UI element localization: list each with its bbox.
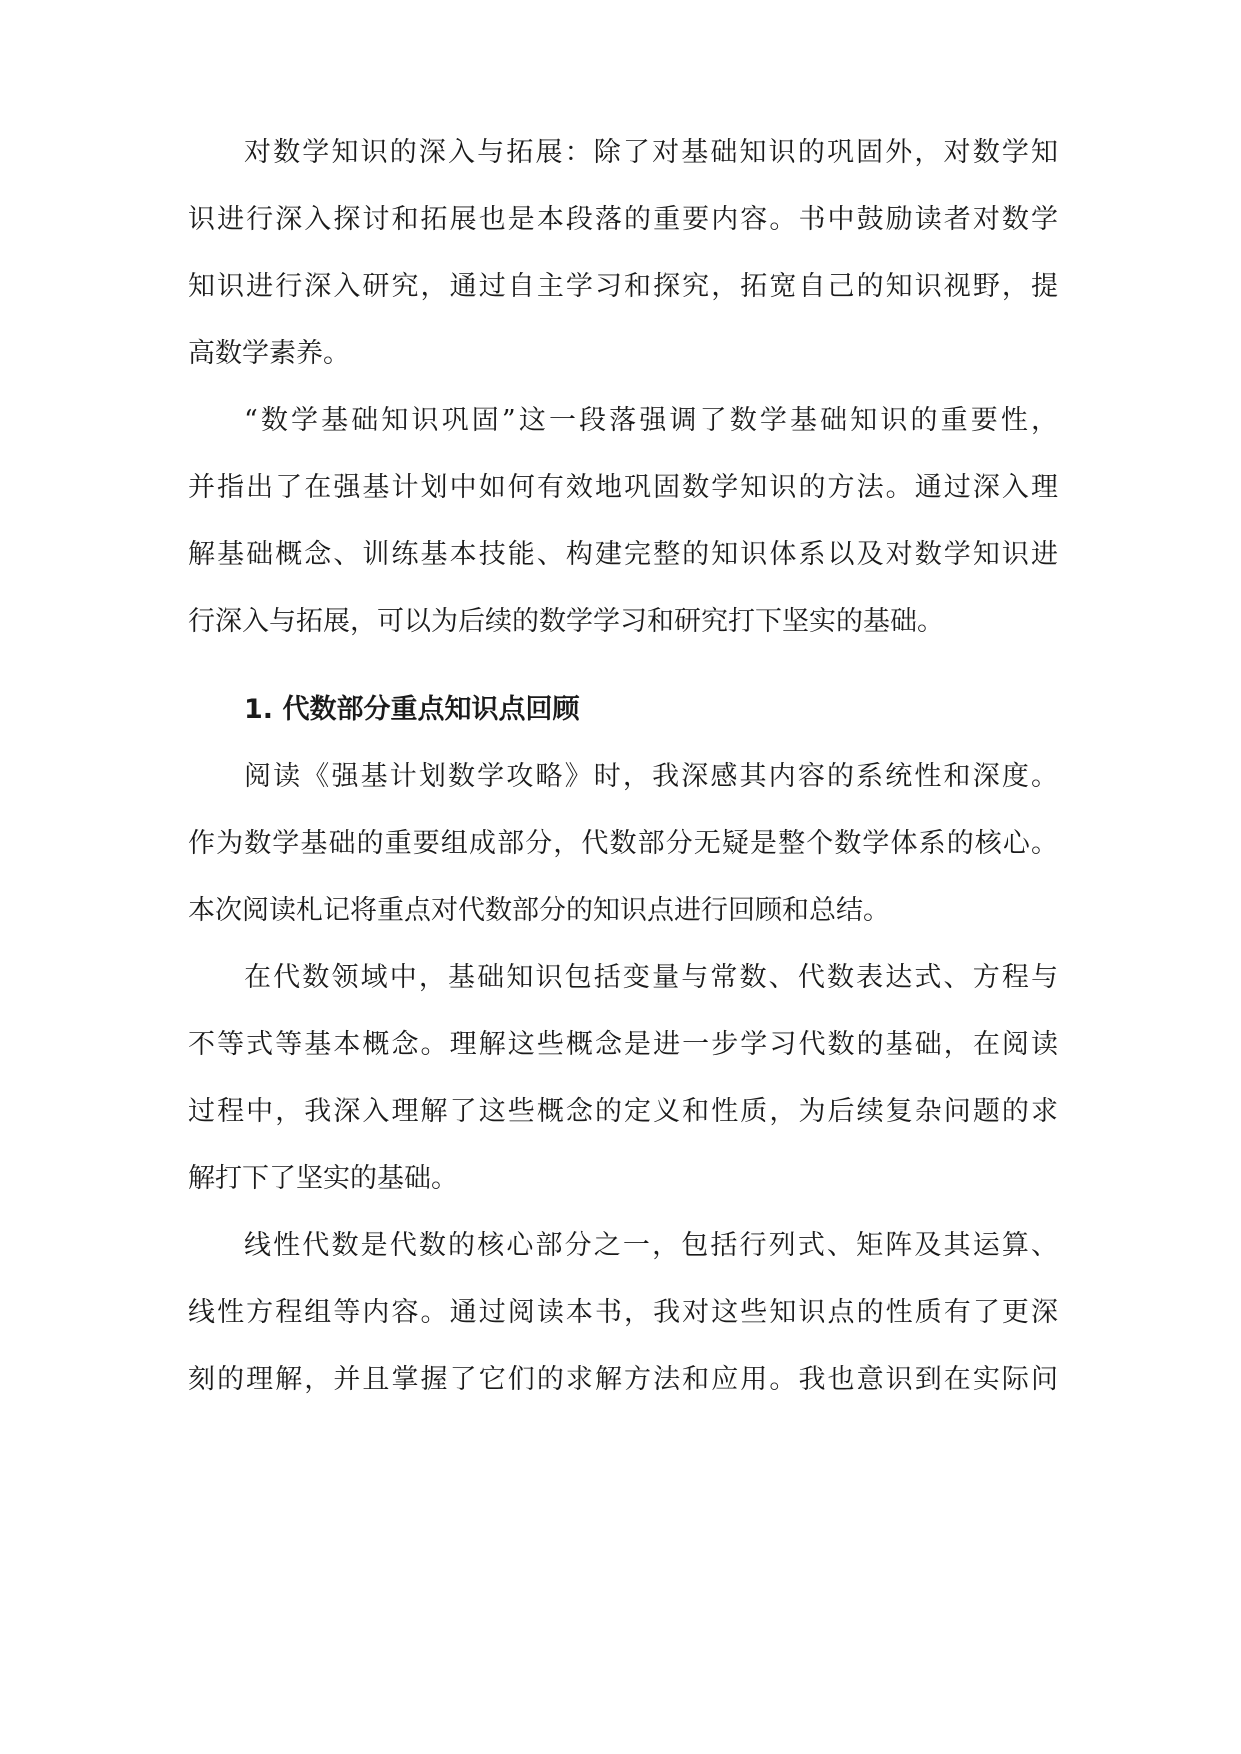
paragraph-5-line-1: 线性代数是代数的核心部分之一，包括行列式、矩阵及其运算、 [244,1230,1058,1261]
paragraph-5-line-2: 线性方程组等内容。通过阅读本书，我对这些知识点的性质有了更深 [188,1297,1058,1328]
paragraph-4-line-3: 过程中，我深入理解了这些概念的定义和性质，为后续复杂问题的求 [188,1096,1058,1127]
paragraph-3-line-3: 本次阅读札记将重点对代数部分的知识点进行回顾和总结。 [188,895,890,926]
paragraph-1-line-4: 高数学素养。 [188,338,350,369]
paragraph-3-line-2: 作为数学基础的重要组成部分，代数部分无疑是整个数学体系的核心。 [188,828,1058,859]
section-heading: 1. 代数部分重点知识点回顾 [244,694,580,725]
paragraph-1-line-2: 识进行深入探讨和拓展也是本段落的重要内容。书中鼓励读者对数学 [188,204,1058,235]
paragraph-3-line-1: 阅读《强基计划数学攻略》时，我深感其内容的系统性和深度。 [244,761,1058,792]
paragraph-4-line-1: 在代数领域中，基础知识包括变量与常数、代数表达式、方程与 [244,962,1058,993]
paragraph-2-line-4: 行深入与拓展，可以为后续的数学学习和研究打下坚实的基础。 [188,606,944,637]
paragraph-2-line-2: 并指出了在强基计划中如何有效地巩固数学知识的方法。通过深入理 [188,472,1058,503]
paragraph-2-line-1: “数学基础知识巩固”这一段落强调了数学基础知识的重要性， [244,405,1058,436]
paragraph-2-line-3: 解基础概念、训练基本技能、构建完整的知识体系以及对数学知识进 [188,539,1058,570]
paragraph-4-line-4: 解打下了坚实的基础。 [188,1163,458,1194]
paragraph-1-line-1: 对数学知识的深入与拓展：除了对基础知识的巩固外，对数学知 [244,137,1058,168]
paragraph-4-line-2: 不等式等基本概念。理解这些概念是进一步学习代数的基础，在阅读 [188,1029,1058,1060]
paragraph-1-line-3: 知识进行深入研究，通过自主学习和探究，拓宽自己的知识视野，提 [188,271,1058,302]
paragraph-5-line-3: 刻的理解，并且掌握了它们的求解方法和应用。我也意识到在实际问 [188,1364,1058,1395]
